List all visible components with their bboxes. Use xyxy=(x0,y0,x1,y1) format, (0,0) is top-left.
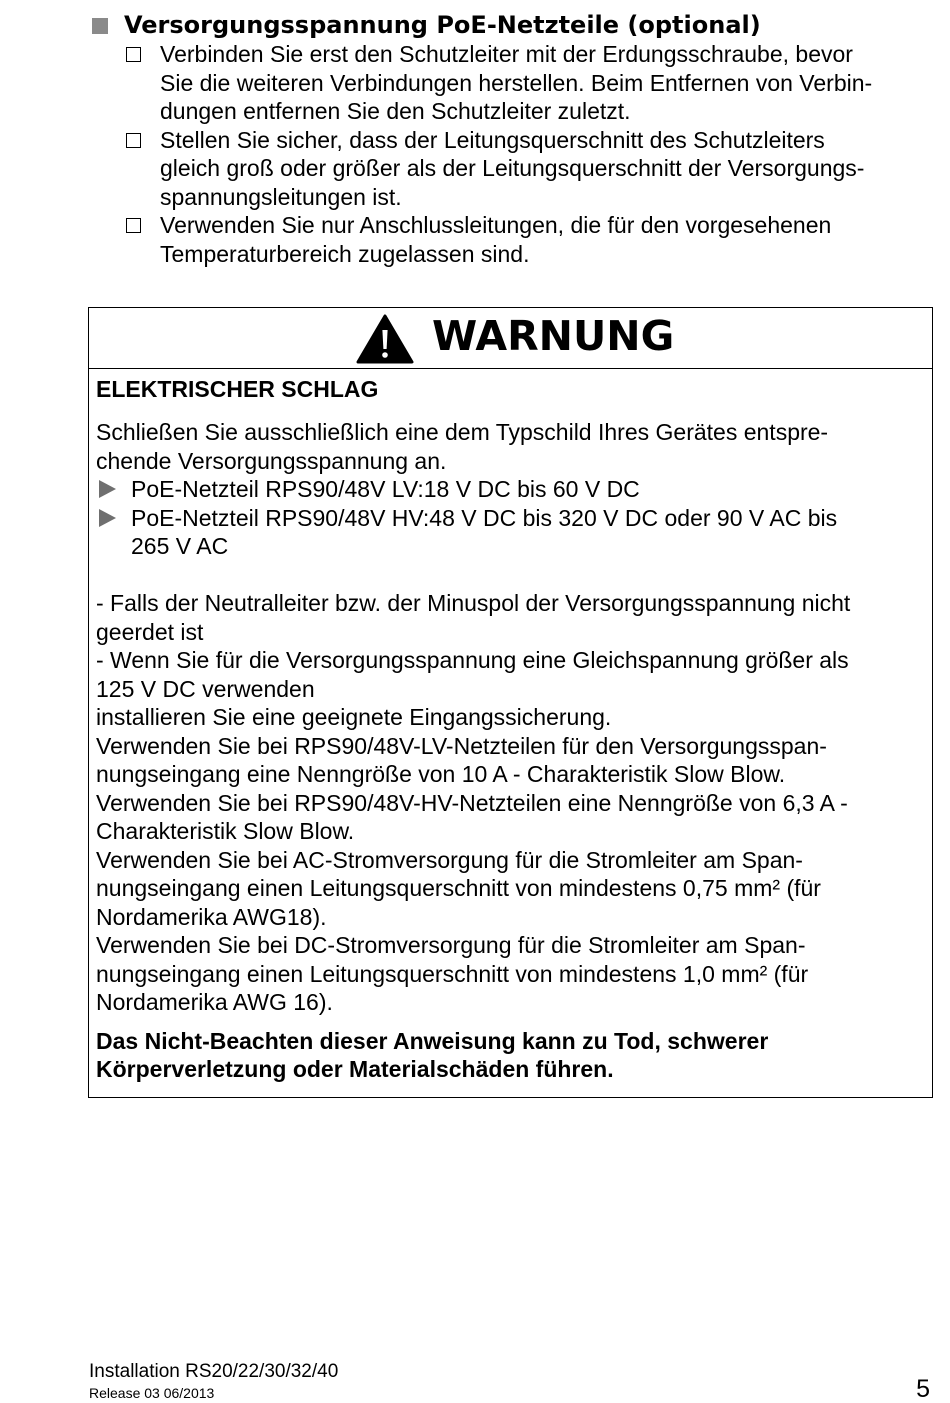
text-line: geerdet ist xyxy=(96,618,204,645)
checklist-item xyxy=(126,126,936,212)
page-footer xyxy=(89,1361,934,1401)
text-line: PoE-Netzteil RPS90/48V LV:18 V DC bis 60 V DC xyxy=(131,476,640,502)
page-number: 5 xyxy=(916,1375,930,1403)
warning-box xyxy=(88,307,933,1098)
checkbox-icon xyxy=(126,218,141,233)
text-line: chende Versorgungsspannung an. xyxy=(96,447,447,474)
text-line: Nordamerika AWG18). xyxy=(96,903,327,930)
warning-header xyxy=(89,308,932,369)
warning-triangle-icon xyxy=(356,314,414,364)
text-line: Nordamerika AWG 16). xyxy=(96,989,333,1015)
consequence-statement xyxy=(96,1027,926,1084)
text-line: nungseingang eine Nenngröße von 10 A - Charakteristik Slow Blow. xyxy=(96,761,786,787)
text-line: dungen entfernen Sie den Schutzleiter zuletzt. xyxy=(160,98,631,124)
section-bullet-square-icon xyxy=(92,18,108,34)
section-title: Versorgungsspannung PoE-Netzteile (optional) xyxy=(124,11,761,39)
text-line: PoE-Netzteil RPS90/48V HV:48 V DC bis 320 V DC oder 90 V AC bis xyxy=(131,504,838,531)
arrow-list-item xyxy=(96,475,926,504)
text-line: Verwenden Sie bei AC-Stromversorgung für die Stromleiter am Span- xyxy=(96,846,803,873)
text-line: 125 V DC verwenden xyxy=(96,675,315,702)
text-line: spannungsleitungen ist. xyxy=(160,183,402,210)
text-line: Verbinden Sie erst den Schutzleiter mit der Erdungsschraube, bevor xyxy=(160,41,853,67)
signal-word: WARNUNG xyxy=(432,312,675,360)
checklist-item xyxy=(126,211,936,268)
checkbox-icon xyxy=(126,47,141,62)
text-line: Verwenden Sie nur Anschlussleitungen, die für den vorgesehenen xyxy=(160,212,832,238)
text-line: Sie die weiteren Verbindungen herstellen. Beim Entfernen von Verbin- xyxy=(160,69,873,96)
hazard-title: ELEKTRISCHER SCHLAG xyxy=(96,376,379,402)
spacer xyxy=(96,561,926,590)
arrow-right-icon xyxy=(99,480,116,498)
footer-title: Installation RS20/22/30/32/40 xyxy=(89,1361,339,1382)
checkbox-icon xyxy=(126,133,141,148)
checklist xyxy=(126,40,936,268)
text-line: 265 V AC xyxy=(131,533,229,559)
text-line: nungseingang einen Leitungsquerschnitt von mindestens 0,75 mm² (für xyxy=(96,875,821,901)
text-line: installieren Sie eine geeignete Eingangssicherung. xyxy=(96,704,612,730)
arrow-right-icon xyxy=(99,509,116,527)
text-line: nungseingang einen Leitungsquerschnitt von mindestens 1,0 mm² (für xyxy=(96,960,809,987)
text-line: Verwenden Sie bei RPS90/48V-LV-Netzteilen für den Versorgungsspan- xyxy=(96,732,827,759)
text-line: - Wenn Sie für die Versorgungsspannung eine Gleichspannung größer als xyxy=(96,647,849,673)
text-line: Schließen Sie ausschließlich eine dem Typschild Ihres Gerätes entspre- xyxy=(96,419,829,445)
text-line: Charakteristik Slow Blow. xyxy=(96,818,355,844)
text-line: Verwenden Sie bei RPS90/48V-HV-Netzteilen eine Nenngröße von 6,3 A - xyxy=(96,789,848,816)
warning-body xyxy=(96,418,926,1084)
text-line: Verwenden Sie bei DC-Stromversorgung für die Stromleiter am Span- xyxy=(96,932,806,958)
text-line: Körperverletzung oder Materialschäden führen. xyxy=(96,1056,614,1082)
text-line: - Falls der Neutralleiter bzw. der Minuspol der Versorgungsspannung nicht xyxy=(96,590,851,616)
checklist-item xyxy=(126,40,936,126)
text-line: Stellen Sie sicher, dass der Leitungsquerschnitt des Schutzleiters xyxy=(160,126,825,153)
arrow-list-item xyxy=(96,504,926,561)
footer-release: Release 03 06/2013 xyxy=(89,1385,215,1401)
text-line: gleich groß oder größer als der Leitungsquerschnitt der Versorgungs- xyxy=(160,155,865,181)
text-line: Temperaturbereich zugelassen sind. xyxy=(160,240,530,267)
text-line: Das Nicht-Beachten dieser Anweisung kann zu Tod, schwerer xyxy=(96,1027,769,1054)
